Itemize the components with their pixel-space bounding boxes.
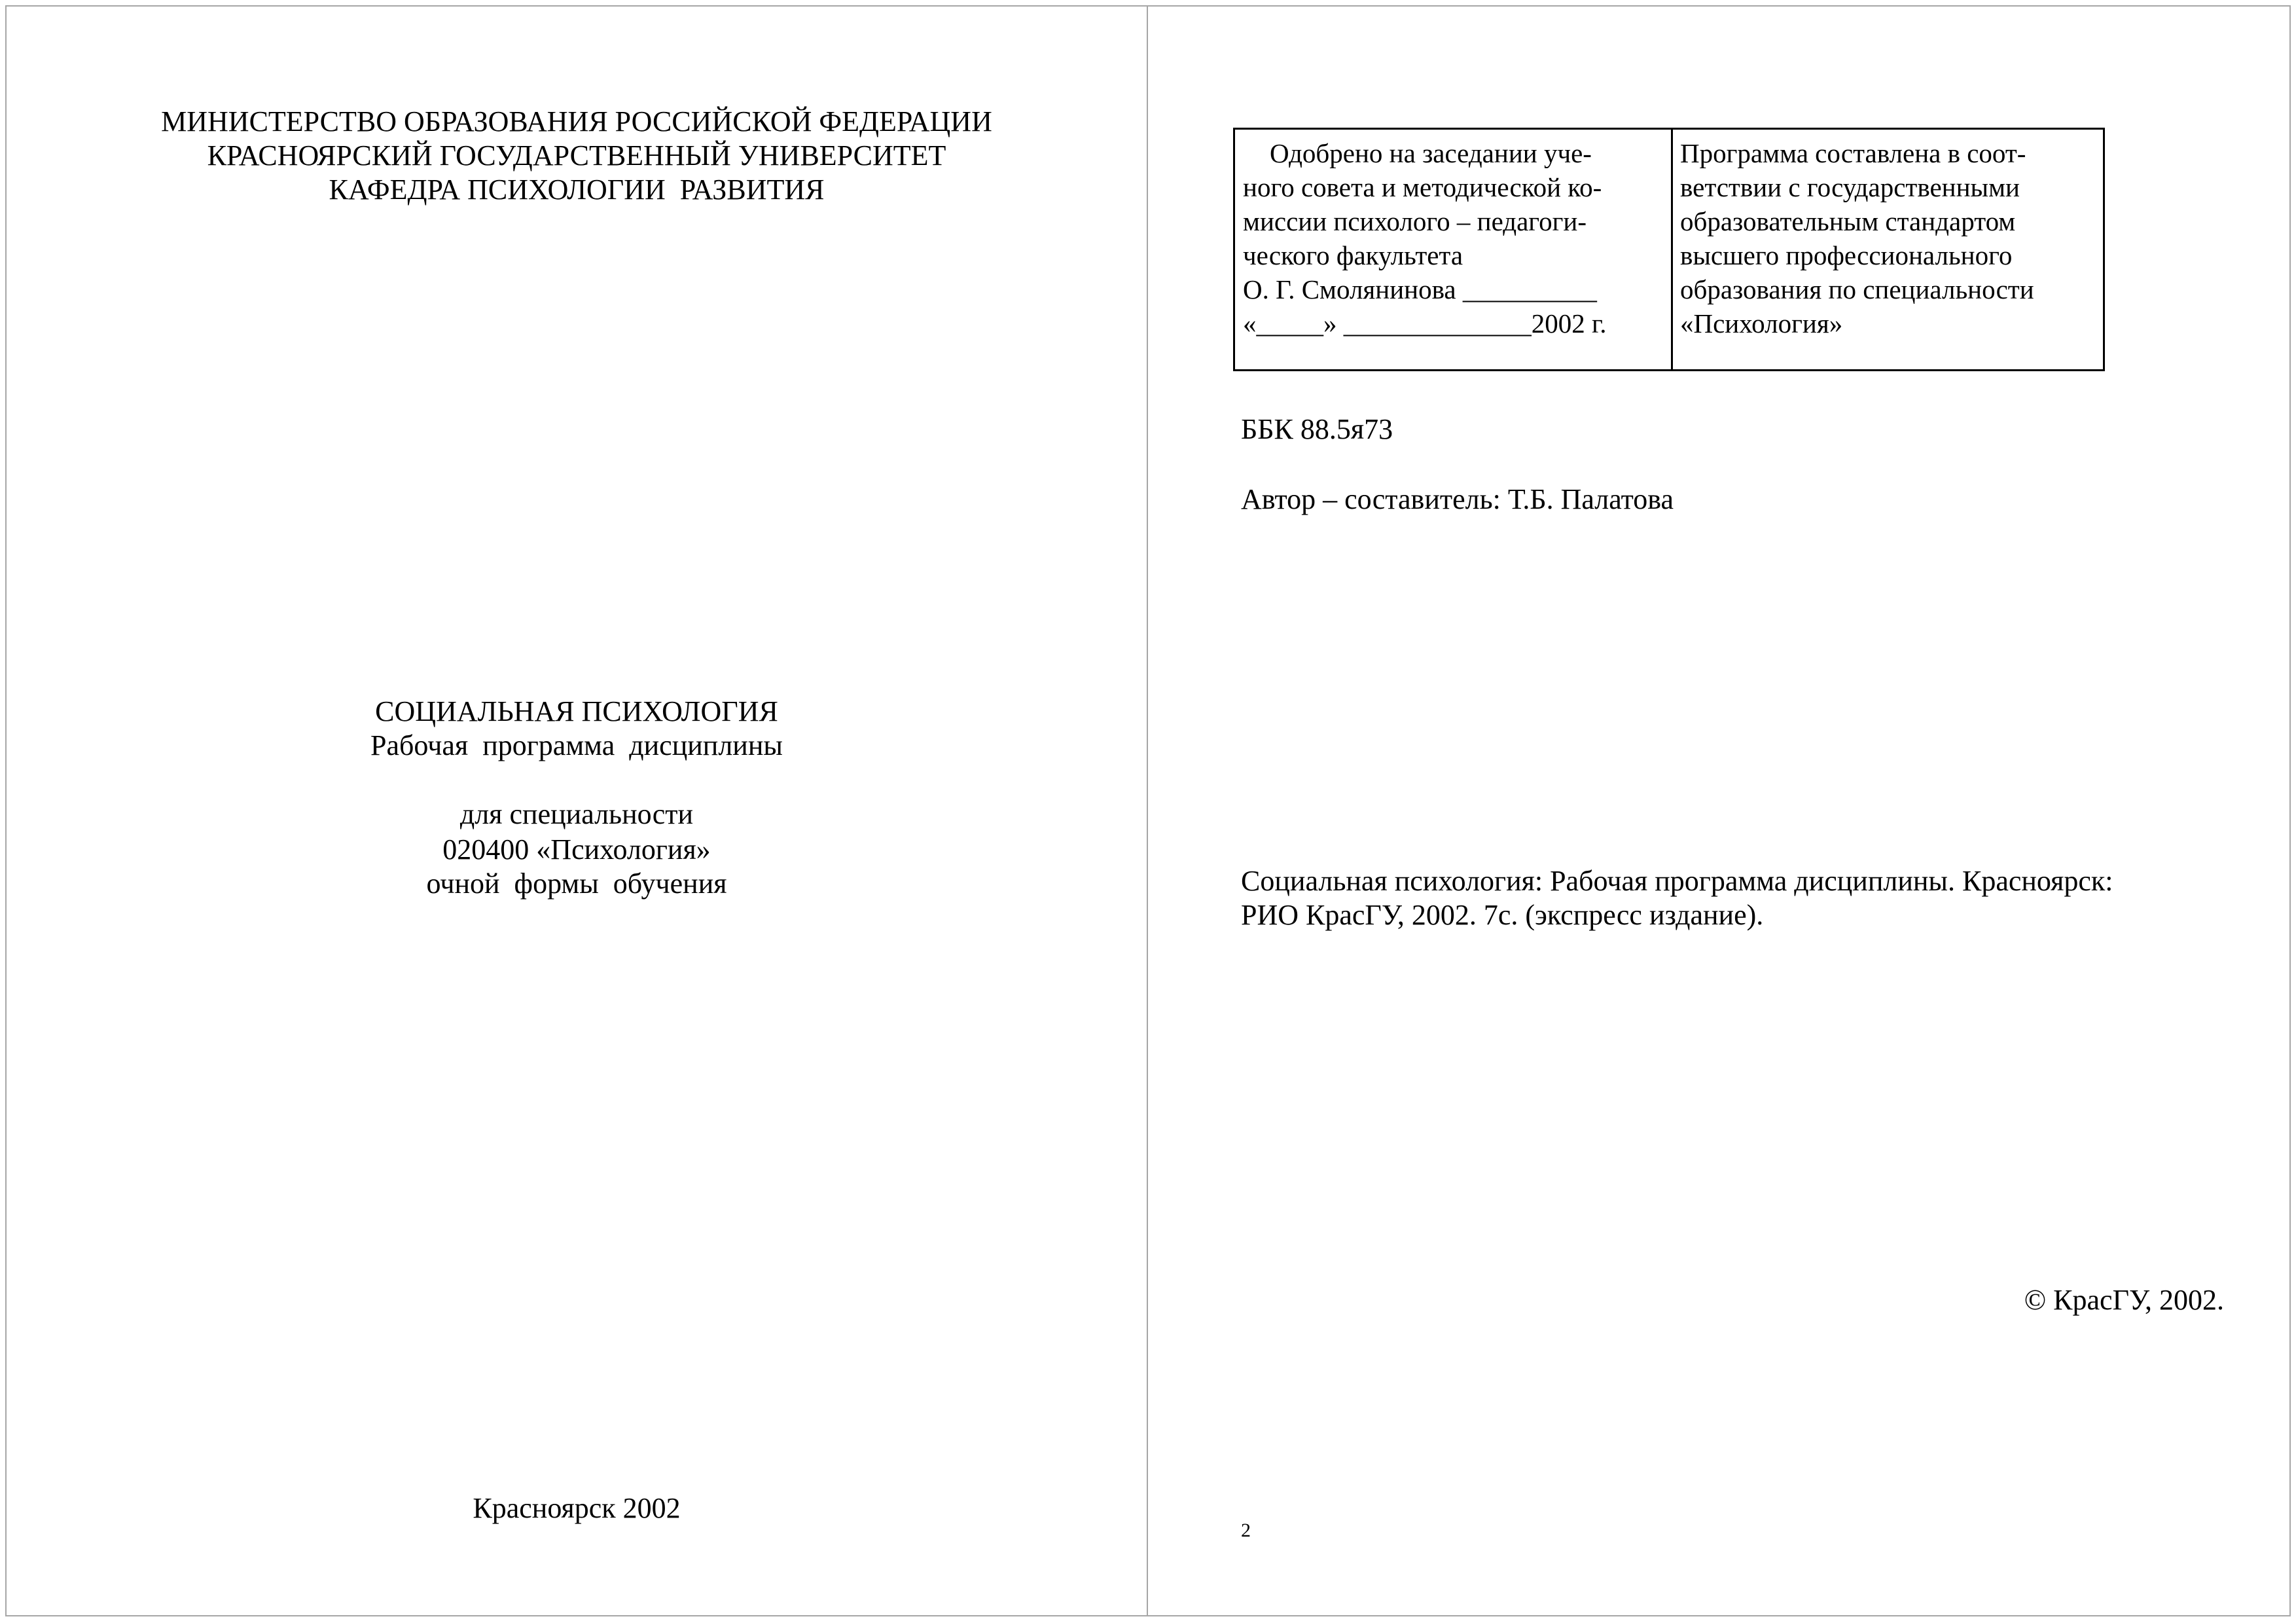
- approval-cell-line: ческого факультета: [1243, 240, 1463, 270]
- document-title: СОЦИАЛЬНАЯ ПСИХОЛОГИЯ: [375, 695, 778, 727]
- bbk-code: ББК 88.5я73: [1241, 413, 1393, 445]
- approval-cell-line: «_____» ______________2002 г.: [1243, 308, 1607, 338]
- specialty-line: для специальности: [459, 798, 694, 830]
- author-line: Автор – составитель: Т.Б. Палатова: [1241, 483, 1674, 515]
- standard-cell-line: образовательным стандартом: [1680, 206, 2016, 236]
- document-subtitle: Рабочая программа дисциплины: [370, 729, 783, 761]
- standard-cell-line: ветствии с государственными: [1680, 172, 2020, 202]
- approval-cell-line: ного совета и методической ко-: [1243, 172, 1602, 202]
- header-department: КАФЕДРА ПСИХОЛОГИИ РАЗВИТИЯ: [329, 173, 825, 206]
- approval-cell-line: миссии психолого – педагоги-: [1243, 206, 1587, 236]
- standard-cell-line: высшего профессионального: [1680, 240, 2013, 270]
- study-form: очной формы обучения: [426, 867, 727, 900]
- standard-cell-line: образования по специальности: [1680, 274, 2034, 304]
- standard-cell-line: «Психология»: [1680, 308, 1843, 338]
- approval-table: [1233, 128, 2105, 371]
- citation-line: РИО КрасГУ, 2002. 7с. (экспресс издание).: [1241, 899, 1764, 931]
- page-number: 2: [1241, 1520, 1251, 1541]
- header-university: КРАСНОЯРСКИЙ ГОСУДАРСТВЕННЫЙ УНИВЕРСИТЕТ: [207, 139, 946, 172]
- table-divider: [1671, 130, 1673, 369]
- header-ministry: МИНИСТЕРСТВО ОБРАЗОВАНИЯ РОССИЙСКОЙ ФЕДЕРАЦИИ: [161, 105, 992, 137]
- specialty-code: 020400 «Психология»: [442, 833, 711, 866]
- city-year: Красноярск 2002: [473, 1492, 681, 1524]
- colophon-page: [1147, 5, 2291, 1616]
- copyright-line: © КрасГУ, 2002.: [2024, 1284, 2224, 1316]
- citation-line: Социальная психология: Рабочая программа дисциплины. Красноярск:: [1241, 865, 2113, 897]
- approval-cell-line: Одобрено на заседании уче-: [1243, 138, 1592, 168]
- approval-cell-line: О. Г. Смолянинова __________: [1243, 274, 1597, 304]
- title-page: [5, 5, 1148, 1616]
- standard-cell-line: Программа составлена в соот-: [1680, 138, 2026, 168]
